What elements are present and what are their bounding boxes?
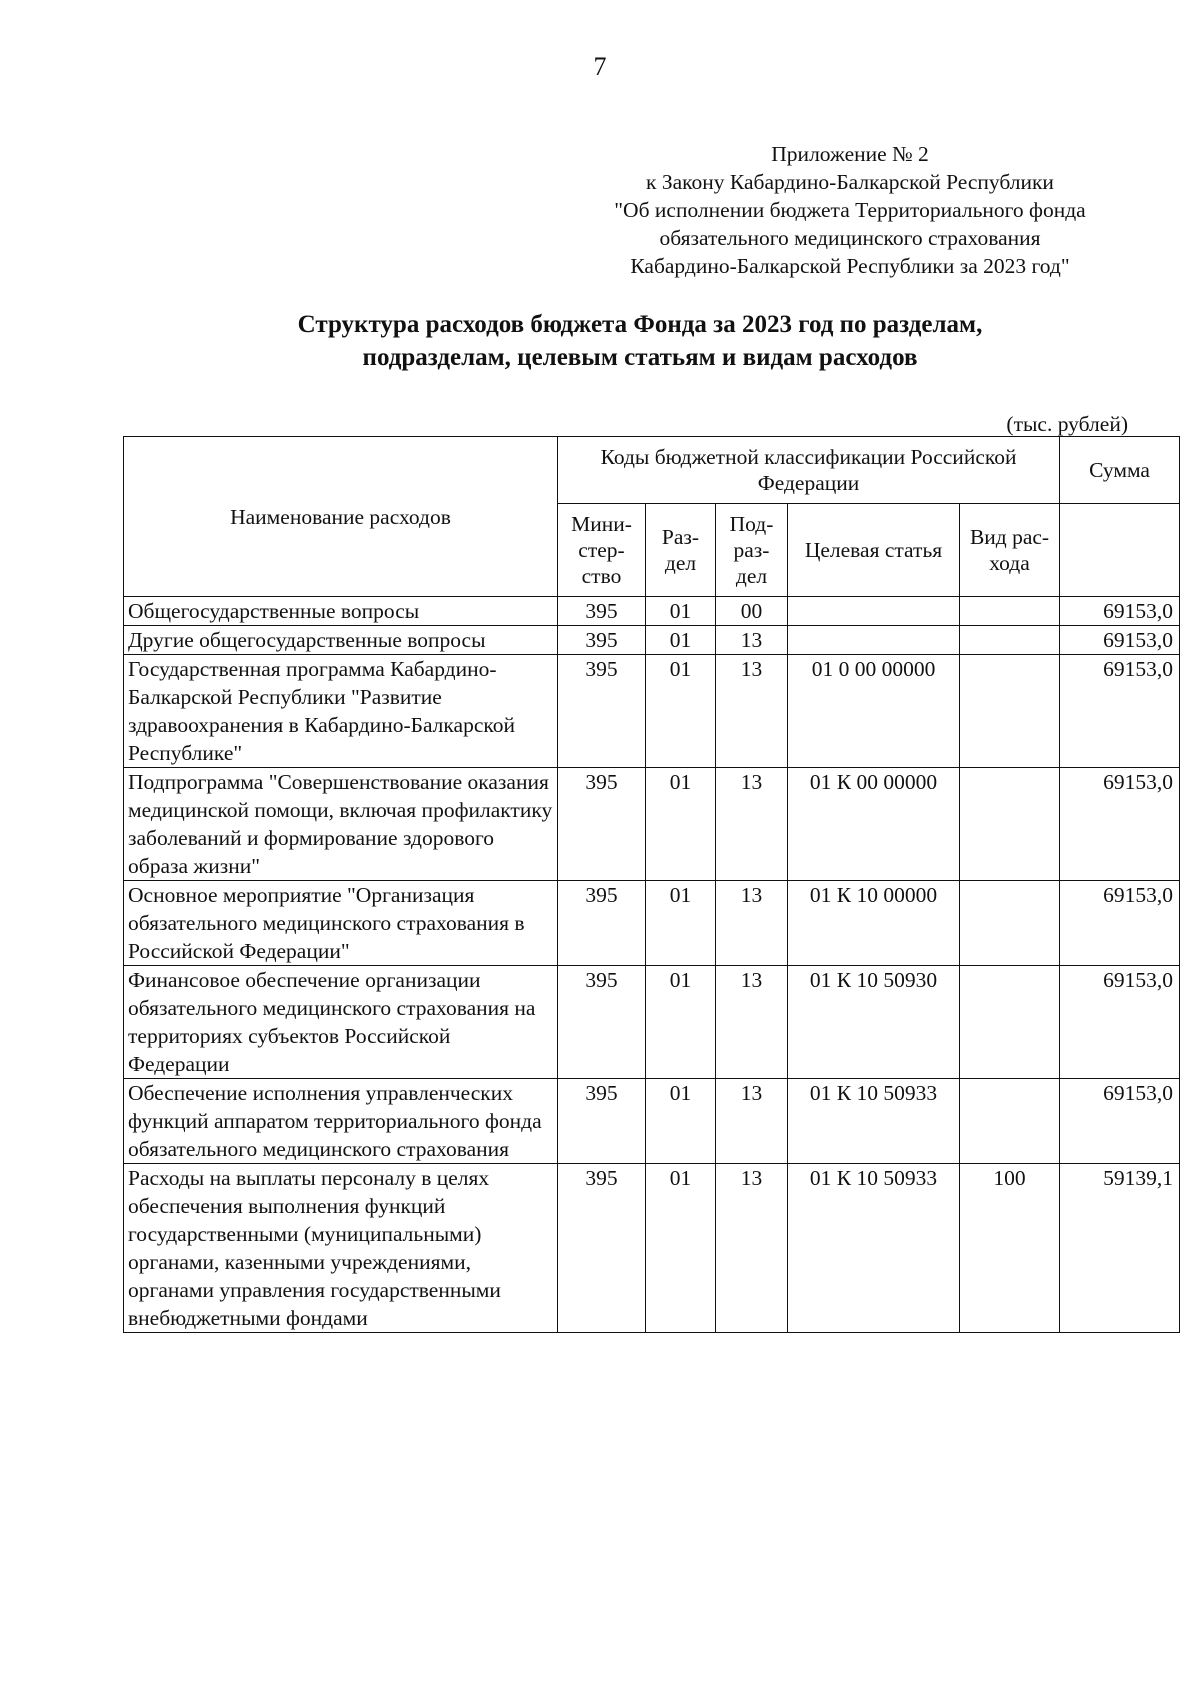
appendix-line: к Закону Кабардино-Балкарской Республики [646, 170, 1054, 194]
cell-subsection: 13 [716, 966, 788, 1079]
header-ministry: Мини-стер-ство [558, 504, 646, 597]
cell-type [960, 655, 1060, 768]
cell-type [960, 966, 1060, 1079]
appendix-line: Приложение № 2 [771, 142, 929, 166]
header-sum-empty [1060, 504, 1180, 597]
units-label: (тыс. рублей) [1006, 412, 1128, 436]
cell-type [960, 626, 1060, 655]
page-number: 7 [593, 52, 607, 81]
cell-name: Основное мероприятие "Организация обязательного медицинского страхования в Российской Федерации" [124, 881, 558, 966]
cell-name: Государственная программа Кабардино-Балкарской Республики "Развитие здравоохранения в Кабардино-Балкарской Республике" [124, 655, 558, 768]
cell-target: 01 К 10 50933 [788, 1079, 960, 1164]
cell-ministry: 395 [558, 626, 646, 655]
cell-sum: 69153,0 [1060, 881, 1180, 966]
cell-target: 01 К 10 00000 [788, 881, 960, 966]
budget-table [123, 436, 1180, 1333]
cell-ministry: 395 [558, 881, 646, 966]
header-name: Наименование расходов [124, 437, 558, 597]
table-row [124, 626, 1180, 655]
cell-ministry: 395 [558, 1079, 646, 1164]
document-title [180, 308, 1100, 374]
cell-subsection: 13 [716, 626, 788, 655]
cell-subsection: 00 [716, 597, 788, 626]
cell-sum: 69153,0 [1060, 966, 1180, 1079]
cell-ministry: 395 [558, 1164, 646, 1333]
title-line: подразделам, целевым статьям и видам расходов [362, 344, 918, 371]
cell-ministry: 395 [558, 768, 646, 881]
cell-subsection: 13 [716, 1079, 788, 1164]
header-subsection: Под-раз-дел [716, 504, 788, 597]
cell-sum: 69153,0 [1060, 1079, 1180, 1164]
cell-section: 01 [646, 655, 716, 768]
appendix-line: "Об исполнении бюджета Территориального фонда [614, 198, 1086, 222]
cell-subsection: 13 [716, 1164, 788, 1333]
header-type: Вид рас-хода [960, 504, 1060, 597]
cell-ministry: 395 [558, 597, 646, 626]
table-row [124, 1164, 1180, 1333]
cell-type [960, 768, 1060, 881]
title-line: Структура расходов бюджета Фонда за 2023 год по разделам, [297, 311, 983, 338]
cell-target: 01 К 00 00000 [788, 768, 960, 881]
table-row [124, 966, 1180, 1079]
cell-name: Другие общегосударственные вопросы [124, 626, 558, 655]
header-section: Раз-дел [646, 504, 716, 597]
cell-section: 01 [646, 1079, 716, 1164]
cell-sum: 69153,0 [1060, 655, 1180, 768]
cell-subsection: 13 [716, 768, 788, 881]
cell-target: 01 К 10 50930 [788, 966, 960, 1079]
cell-type [960, 1079, 1060, 1164]
cell-type [960, 881, 1060, 966]
cell-section: 01 [646, 966, 716, 1079]
cell-section: 01 [646, 1164, 716, 1333]
cell-section: 01 [646, 768, 716, 881]
cell-target: 01 0 00 00000 [788, 655, 960, 768]
header-codes: Коды бюджетной классификации Российской Федерации [558, 437, 1060, 504]
cell-target: 01 К 10 50933 [788, 1164, 960, 1333]
cell-type: 100 [960, 1164, 1060, 1333]
cell-name: Общегосударственные вопросы [124, 597, 558, 626]
cell-name: Расходы на выплаты персоналу в целях обеспечения выполнения функций государственными (муниципальными) органами, казенными учреждениями, органами управления государственными внебюджетными фондами [124, 1164, 558, 1333]
cell-subsection: 13 [716, 881, 788, 966]
table-row [124, 1079, 1180, 1164]
appendix-line: обязательного медицинского страхования [659, 226, 1041, 250]
appendix-note [570, 140, 1130, 280]
cell-section: 01 [646, 881, 716, 966]
cell-sum: 69153,0 [1060, 768, 1180, 881]
cell-sum: 59139,1 [1060, 1164, 1180, 1333]
table-row [124, 881, 1180, 966]
cell-sum: 69153,0 [1060, 597, 1180, 626]
cell-section: 01 [646, 626, 716, 655]
cell-type [960, 597, 1060, 626]
header-target: Целевая статья [788, 504, 960, 597]
cell-name: Финансовое обеспечение организации обязательного медицинского страхования на территориях субъектов Российской Федерации [124, 966, 558, 1079]
table-row [124, 768, 1180, 881]
cell-sum: 69153,0 [1060, 626, 1180, 655]
header-sum: Сумма [1060, 437, 1180, 504]
cell-section: 01 [646, 597, 716, 626]
cell-name: Подпрограмма "Совершенствование оказания медицинской помощи, включая профилактику заболеваний и формирование здорового образа жизни" [124, 768, 558, 881]
cell-name: Обеспечение исполнения управленческих функций аппаратом территориального фонда обязательного медицинского страхования [124, 1079, 558, 1164]
cell-target [788, 626, 960, 655]
table-row [124, 655, 1180, 768]
table-row [124, 597, 1180, 626]
appendix-line: Кабардино-Балкарской Республики за 2023 год" [630, 254, 1070, 278]
cell-ministry: 395 [558, 655, 646, 768]
cell-ministry: 395 [558, 966, 646, 1079]
cell-target [788, 597, 960, 626]
cell-subsection: 13 [716, 655, 788, 768]
